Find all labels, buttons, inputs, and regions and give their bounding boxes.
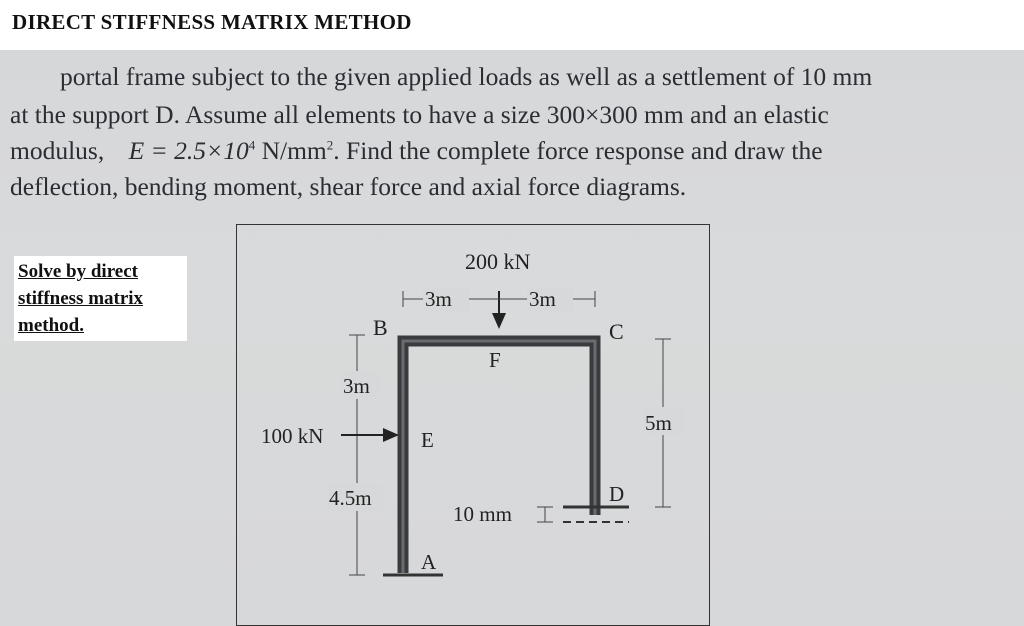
problem-line-3-start: modulus,: [10, 136, 105, 165]
modulus-exponent: 4: [248, 137, 256, 153]
note-line-3: method.: [18, 315, 84, 336]
textbook-photo: [0, 50, 1024, 626]
frame-members: [403, 341, 595, 573]
node-a-label: A: [421, 550, 437, 574]
problem-line-3-end: . Find the complete force response and draw the: [333, 136, 823, 165]
node-c-label: C: [609, 319, 624, 344]
note-line-2: stiffness matrix: [18, 288, 144, 309]
problem-line-1: portal frame subject to the given applied loads as well as a settlement of 10 mm: [60, 62, 873, 91]
header-bar: [0, 0, 1024, 50]
node-f-label: F: [489, 348, 501, 372]
node-d-label: D: [609, 482, 625, 506]
span-right-label: 3m: [529, 287, 556, 311]
portal-frame-diagram: [237, 225, 711, 626]
note-line-1: Solve by direct: [18, 261, 138, 282]
top-load-label: 200 kN: [465, 249, 531, 274]
page-title: DIRECT STIFFNESS MATRIX METHOD: [12, 10, 412, 34]
frame-figure: [236, 224, 710, 626]
node-e-label: E: [421, 428, 434, 452]
top-load-arrow-icon: [492, 313, 506, 329]
modulus-formula: E = 2.5×10: [128, 136, 249, 165]
problem-line-4: deflection, bending moment, shear force and axial force diagrams.: [10, 172, 687, 201]
dim-lower-label: 4.5m: [329, 486, 372, 510]
span-left-label: 3m: [425, 287, 452, 311]
dim-upper-label: 3m: [343, 374, 370, 398]
dim-right-label: 5m: [645, 411, 672, 435]
modulus-unit: N/mm: [255, 136, 327, 165]
solve-note: [14, 256, 187, 341]
side-load-label: 100 kN: [261, 424, 324, 448]
node-b-label: B: [373, 315, 388, 340]
modulus-unit-exponent: 2: [326, 137, 334, 153]
side-load-arrow-icon: [383, 428, 399, 442]
frame-centerline: [403, 341, 595, 573]
problem-line-3: [10, 136, 823, 166]
problem-line-2: at the support D. Assume all elements to have a size 300×300 mm and an elastic: [10, 100, 829, 129]
settlement-label: 10 mm: [453, 502, 512, 526]
